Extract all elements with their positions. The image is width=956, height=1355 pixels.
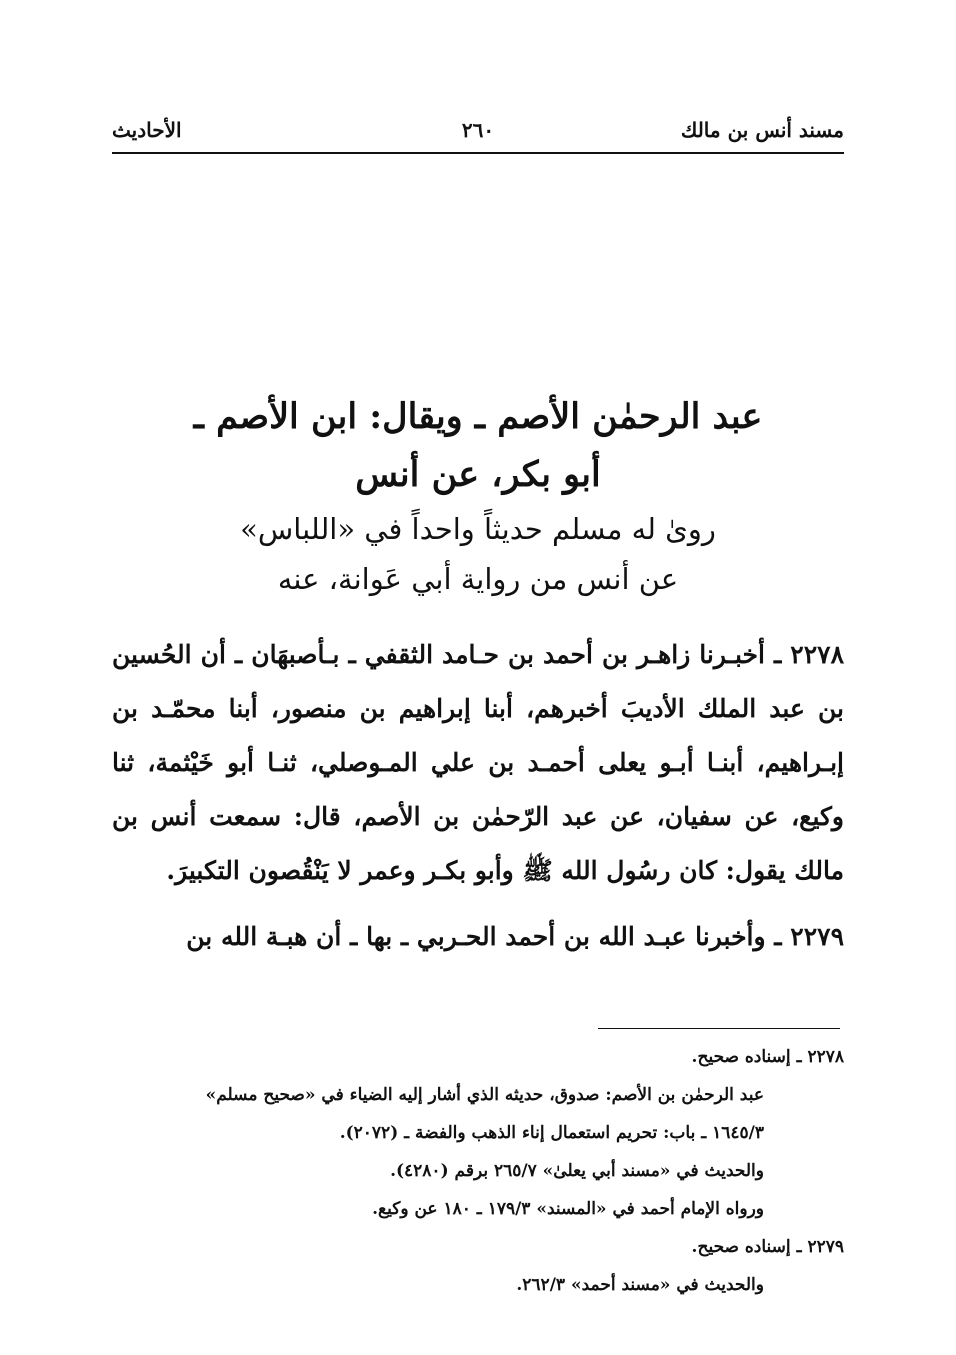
footnote-line: والحديث في «مسند أبي يعلىٰ» ٢٦٥/٧ برقم (٤٢٨٠). [390, 1161, 764, 1181]
header-section-title: الأحاديث [112, 118, 182, 142]
chapter-subtitle-line-1: روىٰ له مسلم حديثاً واحداً في «اللباس» [240, 512, 716, 546]
header-book-title: مسند أنس بن مالك [680, 118, 844, 142]
footnote-line: ورواه الإمام أحمد في «المسند» ١٧٩/٣ ـ ١٨٠ عن وكيع. [372, 1199, 764, 1219]
footnote-line: عبد الرحمٰن بن الأصم: صدوق، حديثه الذي أشار إليه الضياء في «صحيح مسلم» [205, 1085, 764, 1105]
hadith-paragraph-2279: ٢٢٧٩ ـ وأخبرنا عبـد الله بن أحمد الحـربي ـ بها ـ أن هبـة الله بن [186, 922, 844, 951]
chapter-title-line-2: أبو بكر، عن أنس [355, 454, 601, 495]
footnote-line: ٢٢٧٨ ـ إسناده صحيح. [691, 1047, 844, 1067]
main-text [112, 628, 844, 964]
footnote-line: والحديث في «مسند أحمد» ٢٦٢/٣. [516, 1275, 764, 1295]
footnotes [112, 1038, 844, 1304]
page-number: ٢٦٠ [461, 118, 495, 142]
hadith-paragraph-2278: ٢٢٧٨ ـ أخبـرنا زاهـر بن أحمد بن حـامد الثقفي ـ بـأصبهَان ـ أن الحُسين بن عبد الملك الأديبَ أخبرهم، أبنا إبراهيم بن منصور، أبنا محمّـد بن إبـراهيم، أبنـا أبـو يعلى أحمـد بن علي المـوصلي، ثنـا أبو خَيْثمة، ثنا وكيع، عن سفيان، عن عبد الرّحمٰن بن الأصم، قال: سمعت أنس بن مالك يقول: كان رسُول الله ﷺ وأبو بكـر وعمر لا يَنْقُصون التكبيرَ. [112, 640, 844, 885]
running-header [112, 118, 844, 154]
footnote-line: ٢٢٧٩ ـ إسناده صحيح. [691, 1237, 844, 1257]
chapter-subtitle-line-2: عن أنس من رواية أبي عَوانة، عنه [277, 562, 679, 596]
chapter-title-line-1: عبد الرحمٰن الأصم ـ ويقال: ابن الأصم ـ [193, 396, 763, 437]
footnote-divider [598, 1028, 840, 1029]
chapter-heading [112, 388, 844, 604]
footnote-line: ١٦٤٥/٣ ـ باب: تحريم استعمال إناء الذهب والفضة ـ (٢٠٧٢). [339, 1123, 764, 1143]
